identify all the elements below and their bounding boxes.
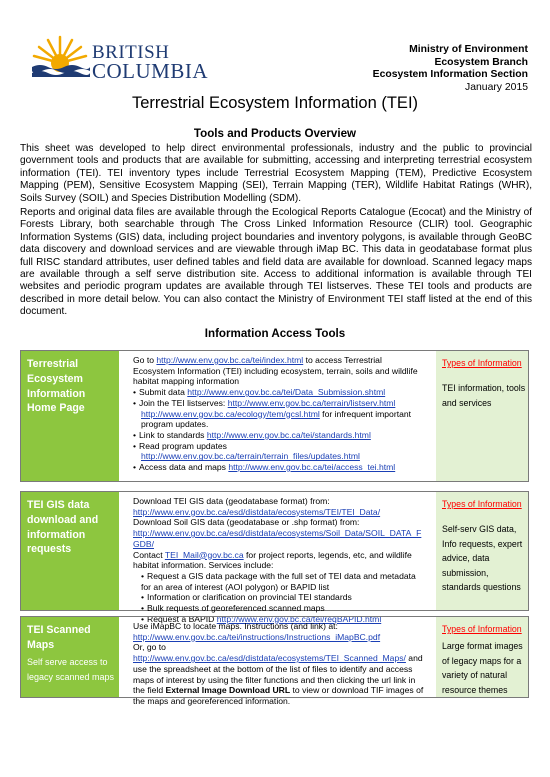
list-item: • Request a BAPID http://www.env.gov.bc.ca/tei/reqBAPID.html xyxy=(133,614,426,625)
listserv-link[interactable]: http://www.env.gov.bc.ca/terrain/listserv.html xyxy=(227,397,396,408)
sun-logo-icon xyxy=(30,33,90,77)
tool-box-scanned-maps xyxy=(20,613,529,706)
list-item: • Link to standards http://www.env.gov.bc.ca/tei/standards.html xyxy=(133,430,426,441)
soil-data-link[interactable]: http://www.env.gov.bc.ca/esd/distdata/ecosystems/Soil_Data/SOIL_DATA_FGDB/ xyxy=(133,528,422,549)
bc-logo xyxy=(30,33,220,95)
overview-paragraph-1: This sheet was developed to help direct environmental professionals, industry and the public to provincial government tools and products that are available for submitting, accessing and interpreting terrestrial ecosystem information (TEI). TEI inventory types include Terrestrial Ecosystem Mapping (TEM), Predictive Ecosystem Mapping (PEM), Sensitive Ecosystem Mapping (SEI), Terrain Mapping (TER), Wildlife Habitat Ratings (WHR), Soils Survey (SOIL) and Species Distribution Modelling (SDM). xyxy=(20,143,532,204)
tool-box-gis-data xyxy=(20,491,529,624)
logo-text-columbia: COLUMBIA xyxy=(92,59,209,83)
document-date: January 2015 xyxy=(465,81,528,93)
standards-link[interactable]: http://www.env.gov.bc.ca/tei/standards.html xyxy=(206,429,371,440)
box-types-panel xyxy=(436,617,528,697)
tool-box-home-page xyxy=(20,350,529,482)
tei-data-link[interactable]: http://www.env.gov.bc.ca/esd/distdata/ecosystems/TEI/TEI_Data/ xyxy=(133,506,381,517)
types-of-information-text: TEI information, tools and services xyxy=(442,383,526,408)
overview-heading: Tools and Products Overview xyxy=(193,127,357,140)
scanned-maps-link[interactable]: http://www.env.gov.bc.ca/esd/distdata/ecosystems/TEI_Scanned_Maps/ xyxy=(133,653,406,664)
box-title: Terrestrial Ecosystem Information Home Page xyxy=(27,358,86,415)
box-subtitle: Self serve access to legacy scanned maps xyxy=(27,657,115,682)
logo-text-british: BRITISH xyxy=(92,42,170,63)
submit-data-link[interactable]: http://www.env.gov.bc.ca/tei/Data_Submission.shtml xyxy=(187,387,386,398)
list-item: • Access data and maps http://www.env.gov.bc.ca/tei/access_tei.html xyxy=(133,462,426,473)
access-tei-link[interactable]: http://www.env.gov.bc.ca/tei/access_tei.html xyxy=(228,462,396,473)
home-page-link[interactable]: http://www.env.gov.bc.ca/tei/index.html xyxy=(156,355,304,365)
list-item: • Submit data http://www.env.gov.bc.ca/tei/Data_Submission.shtml xyxy=(133,387,426,398)
tei-mail-link[interactable]: TEI_Mail@gov.bc.ca xyxy=(164,549,244,560)
request-bapid-link[interactable]: http://www.env.gov.bc.ca/tei/reqBAPID.html xyxy=(216,613,382,624)
imapbc-instructions-link[interactable]: http://www.env.gov.bc.ca/tei/instructions/Instructions_iMapBC.pdf xyxy=(133,631,381,642)
box-title: TEI GIS data download and information requests xyxy=(27,499,99,556)
document-title: Terrestrial Ecosystem Information (TEI) xyxy=(131,94,419,112)
box-content: Download TEI GIS data (geodatabase format) from: http://www.env.gov.bc.ca/esd/distdata/ecosystems/TEI/TEI_Data/ Download Soil GIS data (geodatabase or .shp format) from: http://www.env.gov.bc.ca/esd/distdata/ecosystems/Soil_Data/SOIL_DATA_FGDB/ Contact TEI_Mail@gov.bc.ca for project reports, legends, etc, and wildlife habitat information. Services include: • Request a GIS data package with the full set of TEI data and metadata for an area of interest (AOI polygon) or BAPID list • Information or clarification on provincial TEI standards • Bulk requests of georeferenced scanned maps • Request a BAPID http://www.env.gov.bc.ca/tei/reqBAPID.html xyxy=(133,496,426,624)
list-item: • Information or clarification on provincial TEI standards xyxy=(133,592,426,603)
list-item: • Bulk requests of georeferenced scanned maps xyxy=(133,603,426,614)
box-types-panel xyxy=(436,492,528,610)
types-of-information-label: Types of Information xyxy=(442,499,522,509)
box-side-panel xyxy=(21,617,119,697)
list-item: • Join the TEI listserves: http://www.env.gov.bc.ca/terrain/listserv.html xyxy=(133,398,426,409)
access-tools-heading: Information Access Tools xyxy=(204,327,346,340)
gcsl-link[interactable]: http://www.env.gov.bc.ca/ecology/tem/gcsl.html xyxy=(141,408,320,419)
overview-paragraph-2: Reports and original data files are available through the Ecological Reports Catalogue (Ecocat) and the Ministry of Forests Library, both searchable through The Cross Linked Information Resource (CLIR) tool. Geographic Information Systems (GIS) data, including project boundaries and inventory polygons, is available through GeoBC data discovery and download services and are viewable through iMap BC. This data in geodatabase format plus full RISC standard attributes, user defined tables and field data are available for download. Scanned legacy maps are available through a self serve distribution site. Access to additional information is available through TEI websites and periodic program updates are available through TEI listserves. These TEI tools and products are described in more detail below. You can also contact the Ministry of Environment TEI staff listed at the end of this document. xyxy=(20,207,532,318)
types-of-information-text: Self-serv GIS data, Info requests, expert advice, data submission, standards questions xyxy=(442,524,523,593)
list-item: • Request a GIS data package with the full set of TEI data and metadata for an area of interest (AOI polygon) or BAPID list xyxy=(133,571,426,592)
box-side-panel xyxy=(21,492,119,610)
section-name: Ecosystem Information Section xyxy=(372,69,528,80)
org-header xyxy=(373,44,528,94)
types-of-information-label: Types of Information xyxy=(442,624,522,634)
box-content: Go to http://www.env.gov.bc.ca/tei/index.html to access Terrestrial Ecosystem Information (TEI) including ecosystem, terrain, soils and wildlife habitat mapping information • Submit data http://www.env.gov.bc.ca/tei/Data_Submission.shtml • Join the TEI listserves: http://www.env.gov.bc.ca/terrain/listserv.html http://www.env.gov.bc.ca/ecology/tem/gcsl.html for infrequent important program updates. • Link to standards http://www.env.gov.bc.ca/tei/standards.html • Read program updates http://www.env.gov.bc.ca/terrain/terrain_files/updates.html • Access data and maps http://www.env.gov.bc.ca/tei/access_tei.html xyxy=(133,355,426,473)
box-title: TEI Scanned Maps xyxy=(27,624,91,651)
ministry-name: Ministry of Environment xyxy=(409,44,528,55)
box-content: Use iMapBC to locate maps. Instructions (and link) at: http://www.env.gov.bc.ca/tei/instructions/Instructions_iMapBC.pdf Or, go to http://www.env.gov.bc.ca/esd/distdata/ecosystems/TEI_Scanned_Maps/ and use the spreadsheet at the bottom of the list of files to identify and access maps of interest by using the filter functions and then clicking the url link in the field External Image Download URL to view or download TIF images of the maps and georeferenced information. xyxy=(133,621,424,706)
box-side-panel xyxy=(21,351,119,481)
list-item: • Read program updates xyxy=(133,441,426,452)
box-types-panel xyxy=(436,351,528,481)
updates-link[interactable]: http://www.env.gov.bc.ca/terrain/terrain_files/updates.html xyxy=(141,451,360,462)
types-of-information-label: Types of Information xyxy=(442,358,522,368)
branch-name: Ecosystem Branch xyxy=(434,56,528,68)
types-of-information-text: Large format images of legacy maps for a variety of natural resource themes xyxy=(442,641,523,695)
